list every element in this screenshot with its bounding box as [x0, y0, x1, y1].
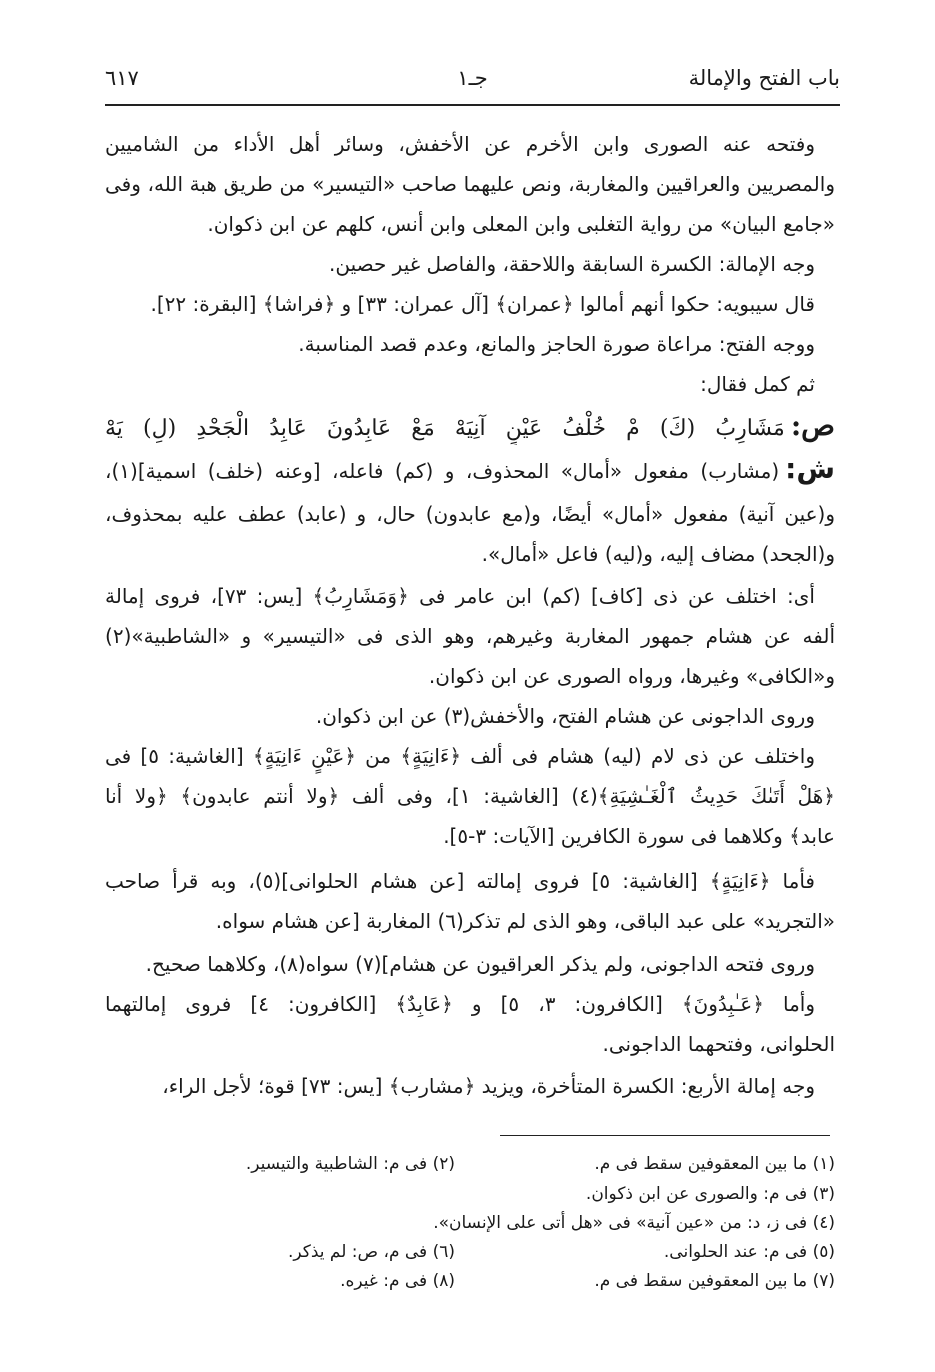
text-line-17: ﴿هَلْ أَتَىٰكَ حَدِيثُ ٱلْغَـٰشِيَةِ﴾(٤) [الغاشية: ١]، وفى ألف ﴿ولا أنتم عابدون﴾ ﴿ولا أنا [105, 784, 835, 808]
running-header [105, 62, 840, 102]
text-line-3: «جامع البيان» من رواية التغلبى وابن المعلى وابن أنس، كلهم عن ابن ذكوان. [207, 212, 835, 236]
text-line-2: والمصريين والعراقيين والمغاربة، ونص عليهما صاحب «التيسير» من طريق هبة الله، وفى [105, 172, 835, 196]
footnote-7: (٧) ما بين المعقوفين سقط فى م. [594, 1271, 835, 1291]
text-line-18: عابد﴾ وكلاهما فى سورة الكافرين [الآيات: ٣-٥]. [443, 824, 835, 848]
text-line-5: قال سيبويه: حكوا أنهم أمالوا ﴿عمران﴾ [آل عمران: ٣٣] و ﴿فراشا﴾ [البقرة: ٢٢]. [150, 292, 815, 316]
text-line-13: ألفه عن هشام جمهور المغاربة وغيرهم، وهو الذى فى «التيسير» و «الشاطبية»(٢) [105, 624, 835, 648]
commentary-line-1 [105, 450, 835, 488]
text-line-16: واختلف عن ذى لام (ليه) هشام فى ألف ﴿ءَانِيَةٍ﴾ من ﴿عَيْنٍ ءَانِيَةٍ﴾ [الغاشية: ٥] فى [105, 744, 815, 768]
footnote-5: (٥) فى م: عند الحلوانى. [663, 1242, 835, 1262]
text-line-10: و(عين آنية) مفعول «أمال» أيضًا، و(مع عابدون) حال، و (عابد) عطف عليه بمحذوف، [105, 502, 835, 526]
text-line-7: ثم كمل فقال: [700, 372, 815, 396]
verse-text: مَشَارِبُ (كَ) مْ خُلْفُ عَيْنٍ آنِيَهْ مَعْ عَابِدُونَ عَابِدُ الْجَحْدِ (لِ) يَهْ [105, 416, 785, 441]
text-line-19: فأما ﴿ءَانِيَةٍ﴾ [الغاشية: ٥] فروى إمالته [عن هشام الحلوانى](٥)، وبه قرأ صاحب [105, 869, 815, 893]
verse-marker: ص: [790, 409, 835, 442]
volume-label: جـ١ [457, 66, 488, 90]
page-number: ٦١٧ [105, 66, 139, 90]
header-rule [105, 104, 840, 106]
text-line-1: وفتحه عنه الصورى وابن الأخرم عن الأخفش، وسائر أهل الأداء من الشاميين [105, 132, 815, 156]
text-line-22: وأما ﴿عَـٰبِدُونَ﴾ [الكافرون: ٣، ٥] و ﴿عَابِدٌ﴾ [الكافرون: ٤] فروى إمالتهما [105, 992, 815, 1016]
text-line-21: وروى فتحه الداجونى، ولم يذكر العراقيون عن هشام](٧) سواه(٨)، وكلاهما صحيح. [145, 952, 815, 976]
text-line-24: وجه إمالة الأربع: الكسرة المتأخرة، ويزيد ﴿مشارب﴾ [يس: ٧٣] قوة؛ لأجل الراء، [162, 1074, 815, 1098]
text-line-4: وجه الإمالة: الكسرة السابقة واللاحقة، والفاصل غير حصين. [328, 252, 815, 276]
footnote-3: (٣) فى م: والصورى عن ابن ذكوان. [585, 1184, 835, 1204]
text-line-6: ووجه الفتح: مراعاة صورة الحاجز والمانع، وعدم قصد المناسبة. [298, 332, 815, 356]
footnote-4: (٤) فى ز، د: من «عين آنية» فى «هل أتى على الإنسان». [433, 1213, 835, 1233]
text-line-14: و«الكافى» وغيرها، ورواه الصورى عن ابن ذكوان. [428, 664, 835, 688]
text-line-20: «التجريد» على عبد الباقى، وهو الذى لم تذكر(٦) المغاربة [عن هشام سواه. [215, 909, 835, 933]
footnote-2: (٢) فى م: الشاطبية والتيسير. [245, 1154, 455, 1174]
footnote-6: (٦) فى م، ص: لم يذكر. [287, 1242, 455, 1262]
commentary-marker: ش: [785, 452, 835, 485]
footnote-8: (٨) فى م: غيره. [340, 1271, 455, 1291]
text-line-23: الحلوانى، وفتحهما الداجونى. [602, 1032, 835, 1056]
footnote-rule [500, 1135, 830, 1136]
text-line-12: أى: اختلف عن ذى [كاف] (كم) ابن عامر فى ﴿وَمَشَارِبُ﴾ [يس: ٧٣]، فروى إمالة [105, 584, 815, 608]
footnote-1: (١) ما بين المعقوفين سقط فى م. [594, 1154, 835, 1174]
chapter-title: باب الفتح والإمالة [688, 66, 840, 90]
commentary-text: (مشارب) مفعول «أمال» المحذوف، و (كم) فاعله، [وعنه (خلف) اسمية](١)، [105, 459, 780, 483]
text-line-11: و(الجحد) مضاف إليه، و(ليه) فاعل «أمال». [481, 542, 835, 566]
text-line-15: وروى الداجونى عن هشام الفتح، والأخفش(٣) عن ابن ذكوان. [315, 704, 815, 728]
verse-line [105, 407, 835, 445]
